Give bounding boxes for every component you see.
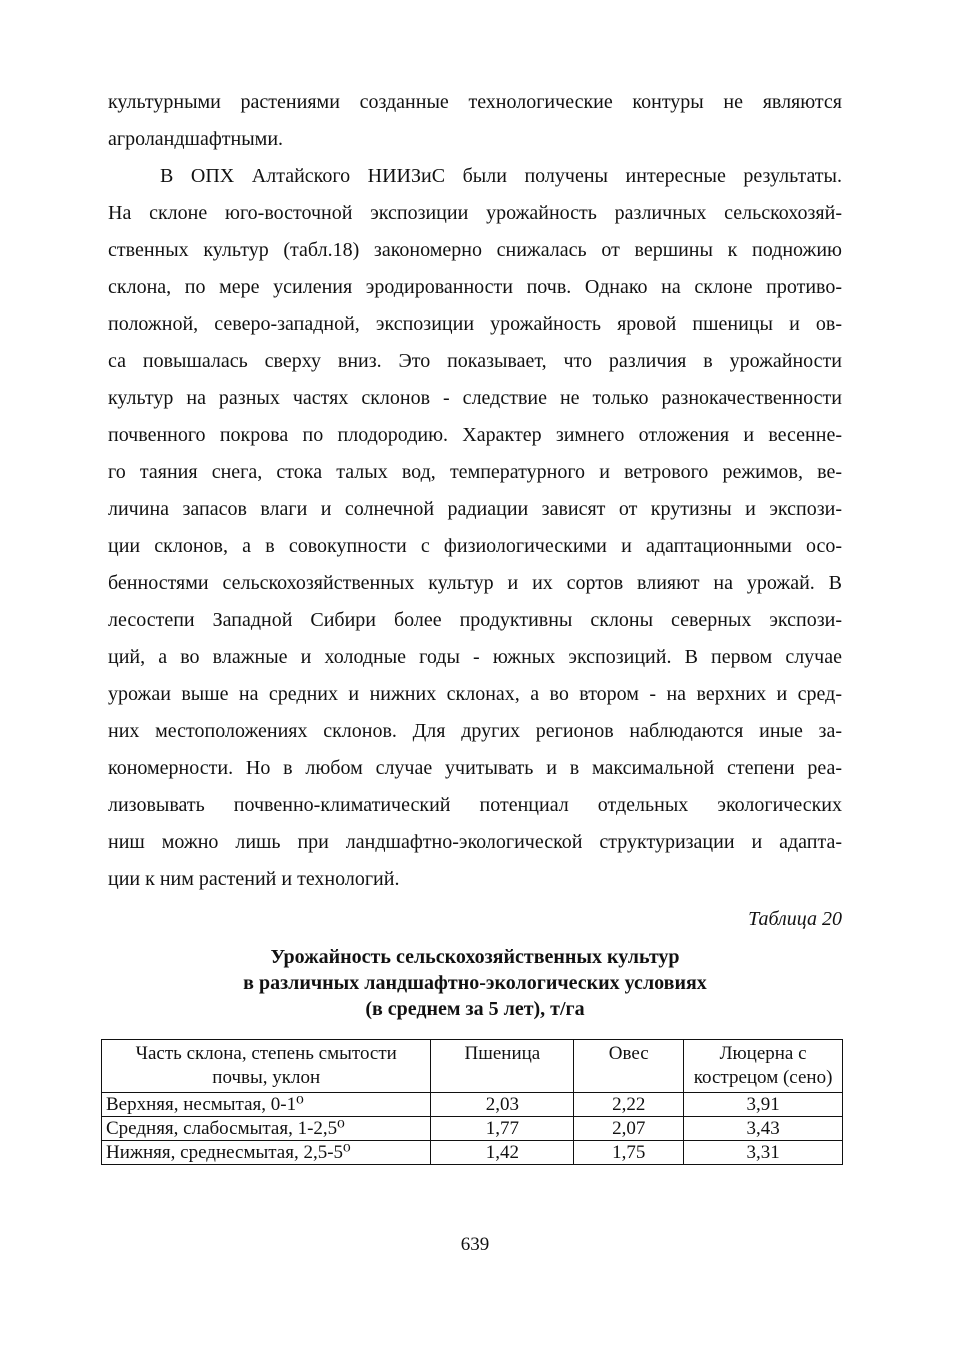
table-title-line: Урожайность сельскохозяйственных культур (270, 946, 680, 968)
table-row (102, 1093, 843, 1117)
text-line: ции к ним растений и технологий. (108, 868, 400, 890)
text-line: лесостепи Западной Сибири более продуктивны склоны северных экспози- (108, 609, 842, 631)
table-title-line: в различных ландшафтно-экологических условиях (243, 972, 707, 994)
table-cell: Верхняя, несмытая, 0-1⁰ (102, 1093, 431, 1117)
text-line: культур на разных частях склонов - следствие не только разнокачественности (108, 387, 842, 409)
yield-table (101, 1039, 843, 1165)
table-cell: 1,77 (431, 1117, 574, 1141)
text-line: го таяния снега, стока талых вод, температурного и ветрового режимов, ве- (108, 461, 842, 483)
text-line: ственных культур (табл.18) закономерно снижалась от вершины к подножию (108, 239, 842, 261)
text-line: лизовывать почвенно-климатический потенциал отдельных экологических (108, 794, 842, 816)
text-line: почвенного покрова по плодородию. Характер зимнего отложения и весенне- (108, 424, 842, 446)
table-cell: 2,22 (574, 1093, 684, 1117)
text-line: кономерности. Но в любом случае учитывать и в максимальной степени реа- (108, 757, 842, 779)
text-line: положной, северо-западной, экспозиции урожайность яровой пшеницы и ов- (108, 313, 842, 335)
column-header-oats: Овес (574, 1040, 684, 1093)
text-line: ции склонов, а в совокупности с физиологическими и адаптационными осо- (108, 535, 842, 557)
column-header-wheat: Пшеница (431, 1040, 574, 1093)
text-line: личина запасов влаги и солнечной радиации зависят от крутизны и экспози- (108, 498, 842, 520)
table-cell: 2,03 (431, 1093, 574, 1117)
table-cell: 1,75 (574, 1141, 684, 1165)
column-header-slope: Часть склона, степень смытости почвы, уклон (102, 1040, 431, 1093)
text-line: ций, а во влажные и холодные годы - южных экспозиций. В первом случае (108, 646, 842, 668)
text-line: урожаи выше на средних и нижних склонах, а во втором - на верхних и сред- (108, 683, 842, 705)
text-line: них местоположениях склонов. Для других регионов наблюдаются иные за- (108, 720, 842, 742)
table-row (102, 1117, 843, 1141)
table-cell: 3,91 (684, 1093, 843, 1117)
text-line: бенностями сельскохозяйственных культур и их сортов влияют на урожай. В (108, 572, 842, 594)
table-caption: Таблица 20 (748, 908, 842, 930)
table-cell: 3,31 (684, 1141, 843, 1165)
table-title-line: (в среднем за 5 лет), т/га (365, 998, 585, 1020)
text-line: На склоне юго-восточной экспозиции урожайность различных сельскохозяй- (108, 202, 842, 224)
text-line: са повышалась сверху вниз. Это показывает, что различия в урожайности (108, 350, 842, 372)
text-line: агроландшафтными. (108, 128, 284, 150)
text-line: склона, по мере усиления эродированности почв. Однако на склоне противо- (108, 276, 842, 298)
table-cell: 3,43 (684, 1117, 843, 1141)
table-cell: Нижняя, среднесмытая, 2,5-5⁰ (102, 1141, 431, 1165)
page-number: 639 (460, 1234, 490, 1255)
column-header-alfalfa: Люцерна с кострецом (сено) (684, 1040, 843, 1093)
text-line: В ОПХ Алтайского НИИЗиС были получены интересные результаты. (160, 165, 842, 187)
text-line: ниш можно лишь при ландшафтно-экологической структуризации и адапта- (108, 831, 842, 853)
body-text (108, 84, 842, 898)
table-cell: 2,07 (574, 1117, 684, 1141)
table-title (108, 944, 842, 1022)
table-header-row (102, 1040, 843, 1093)
table-row (102, 1141, 843, 1165)
table-cell: 1,42 (431, 1141, 574, 1165)
table-cell: Средняя, слабосмытая, 1-2,5⁰ (102, 1117, 431, 1141)
text-line: культурными растениями созданные технологические контуры не являются (108, 91, 842, 113)
